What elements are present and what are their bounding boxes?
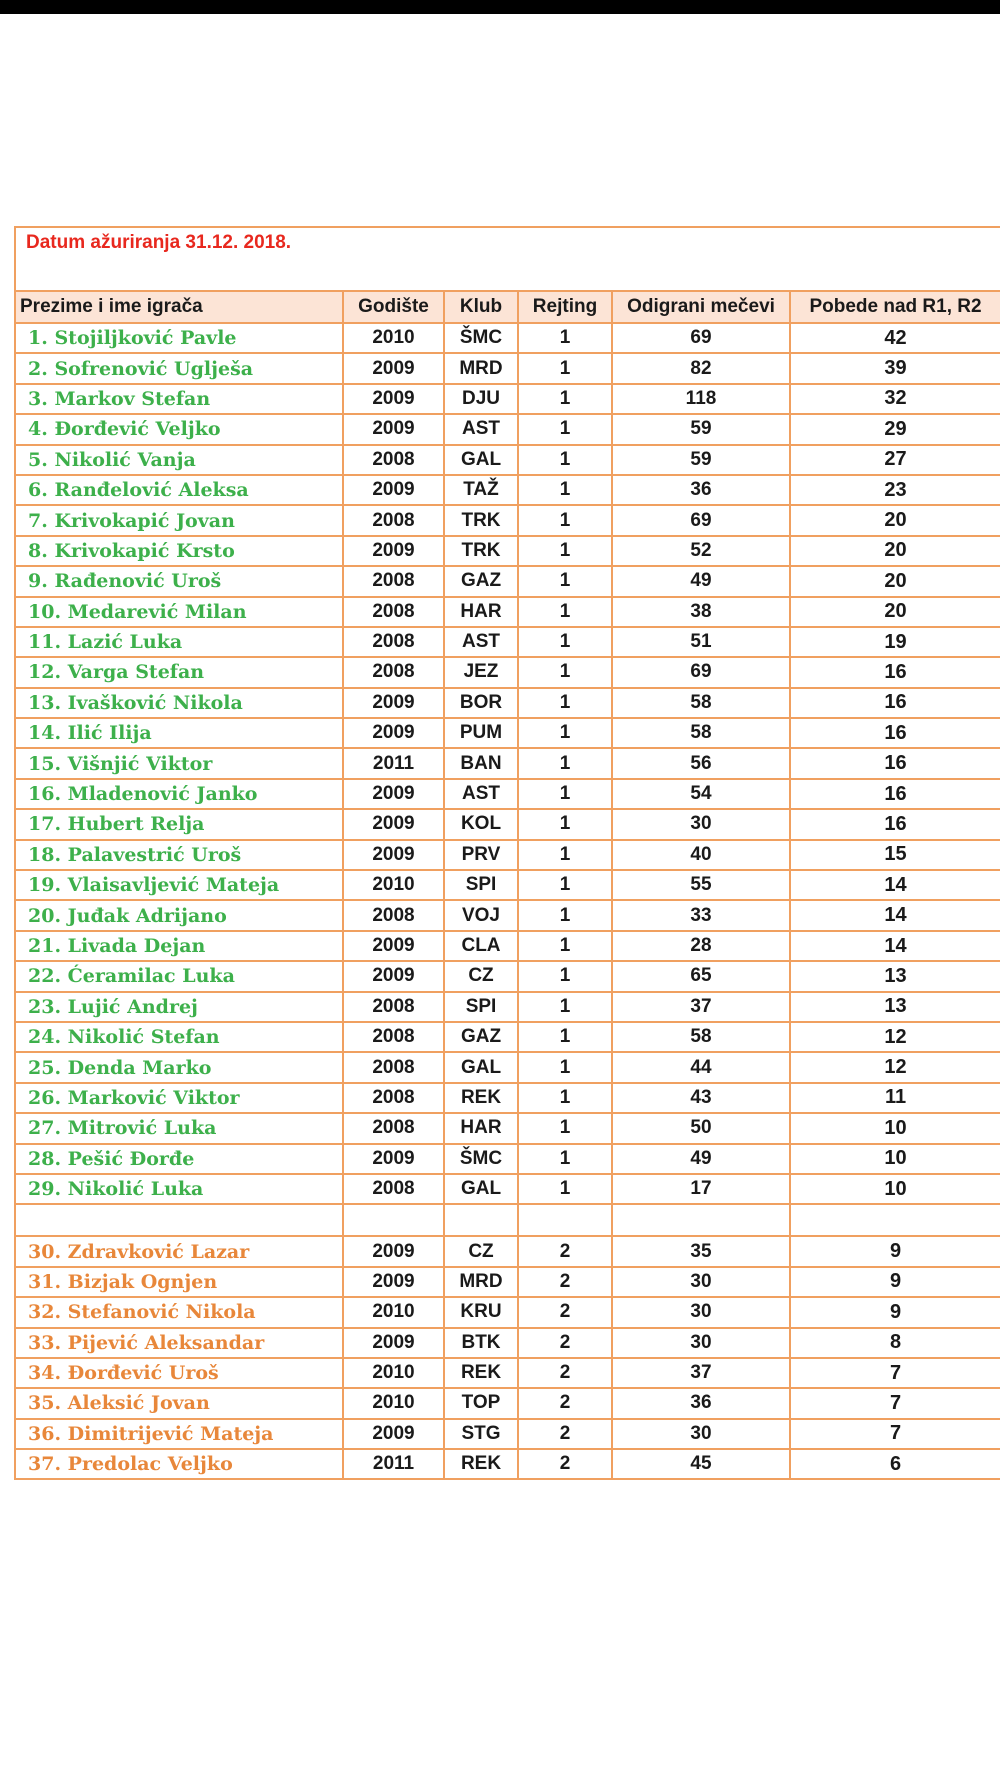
cell-wins: 20 xyxy=(790,597,1000,627)
cell-wins: 12 xyxy=(790,1052,1000,1082)
table-row xyxy=(15,1052,1000,1082)
table-row xyxy=(15,1236,1000,1266)
cell-matches: 30 xyxy=(612,809,790,839)
cell-wins: 16 xyxy=(790,809,1000,839)
cell-name: 9. Rađenović Uroš xyxy=(15,566,343,596)
table-row xyxy=(15,809,1000,839)
cell-name: 22. Ćeramilac Luka xyxy=(15,961,343,991)
header-club: Klub xyxy=(444,291,518,323)
cell-name: 31. Bizjak Ognjen xyxy=(15,1267,343,1297)
cell-name: 29. Nikolić Luka xyxy=(15,1174,343,1204)
cell-club: BTK xyxy=(444,1328,518,1358)
cell-club: JEZ xyxy=(444,657,518,687)
cell-club: KRU xyxy=(444,1297,518,1327)
cell-year: 2009 xyxy=(343,1267,444,1297)
cell-year: 2008 xyxy=(343,1052,444,1082)
cell-year: 2009 xyxy=(343,1419,444,1449)
cell-wins: 9 xyxy=(790,1236,1000,1266)
table-row xyxy=(15,1297,1000,1327)
cell-rating: 1 xyxy=(518,992,612,1022)
ranking-sheet xyxy=(14,226,1000,1480)
cell-matches: 17 xyxy=(612,1174,790,1204)
table-row xyxy=(15,1022,1000,1052)
cell-year: 2008 xyxy=(343,1083,444,1113)
table-row xyxy=(15,1449,1000,1479)
cell-year: 2011 xyxy=(343,748,444,778)
cell-club: HAR xyxy=(444,1113,518,1143)
empty-cell xyxy=(518,1204,612,1236)
table-row xyxy=(15,992,1000,1022)
cell-club: GAZ xyxy=(444,1022,518,1052)
cell-club: PRV xyxy=(444,840,518,870)
cell-wins: 20 xyxy=(790,536,1000,566)
table-row xyxy=(15,384,1000,414)
cell-wins: 39 xyxy=(790,353,1000,383)
cell-name: 12. Varga Stefan xyxy=(15,657,343,687)
cell-club: KOL xyxy=(444,809,518,839)
table-row xyxy=(15,718,1000,748)
spacer-row xyxy=(15,1204,1000,1236)
cell-rating: 1 xyxy=(518,748,612,778)
cell-rating: 2 xyxy=(518,1358,612,1388)
cell-club: CZ xyxy=(444,961,518,991)
cell-club: HAR xyxy=(444,597,518,627)
cell-club: SPI xyxy=(444,870,518,900)
cell-wins: 9 xyxy=(790,1297,1000,1327)
cell-matches: 49 xyxy=(612,566,790,596)
cell-wins: 6 xyxy=(790,1449,1000,1479)
cell-rating: 1 xyxy=(518,1113,612,1143)
cell-wins: 7 xyxy=(790,1419,1000,1449)
cell-name: 21. Livada Dejan xyxy=(15,931,343,961)
table-row xyxy=(15,748,1000,778)
cell-club: CLA xyxy=(444,931,518,961)
cell-matches: 58 xyxy=(612,1022,790,1052)
cell-wins: 16 xyxy=(790,718,1000,748)
table-row xyxy=(15,353,1000,383)
cell-name: 25. Denda Marko xyxy=(15,1052,343,1082)
cell-name: 18. Palavestrić Uroš xyxy=(15,840,343,870)
table-row xyxy=(15,870,1000,900)
cell-name: 24. Nikolić Stefan xyxy=(15,1022,343,1052)
cell-year: 2009 xyxy=(343,809,444,839)
cell-club: BOR xyxy=(444,688,518,718)
table-row xyxy=(15,961,1000,991)
cell-matches: 65 xyxy=(612,961,790,991)
table-row xyxy=(15,597,1000,627)
cell-name: 14. Ilić Ilija xyxy=(15,718,343,748)
cell-rating: 1 xyxy=(518,1022,612,1052)
cell-wins: 10 xyxy=(790,1144,1000,1174)
cell-club: VOJ xyxy=(444,900,518,930)
cell-name: 13. Ivašković Nikola xyxy=(15,688,343,718)
cell-rating: 1 xyxy=(518,870,612,900)
cell-year: 2008 xyxy=(343,1174,444,1204)
empty-cell xyxy=(612,1204,790,1236)
cell-matches: 38 xyxy=(612,597,790,627)
cell-matches: 37 xyxy=(612,1358,790,1388)
cell-club: CZ xyxy=(444,1236,518,1266)
cell-year: 2008 xyxy=(343,657,444,687)
cell-year: 2010 xyxy=(343,1388,444,1418)
cell-name: 28. Pešić Đorđe xyxy=(15,1144,343,1174)
cell-club: GAL xyxy=(444,1052,518,1082)
cell-wins: 27 xyxy=(790,445,1000,475)
cell-year: 2009 xyxy=(343,931,444,961)
cell-matches: 59 xyxy=(612,414,790,444)
cell-matches: 36 xyxy=(612,1388,790,1418)
table-row xyxy=(15,1083,1000,1113)
cell-year: 2009 xyxy=(343,353,444,383)
cell-rating: 1 xyxy=(518,505,612,535)
cell-club: SPI xyxy=(444,992,518,1022)
cell-matches: 44 xyxy=(612,1052,790,1082)
cell-matches: 50 xyxy=(612,1113,790,1143)
table-row xyxy=(15,900,1000,930)
cell-name: 5. Nikolić Vanja xyxy=(15,445,343,475)
cell-name: 33. Pijević Aleksandar xyxy=(15,1328,343,1358)
cell-year: 2008 xyxy=(343,900,444,930)
cell-matches: 54 xyxy=(612,779,790,809)
cell-wins: 16 xyxy=(790,779,1000,809)
cell-club: TAŽ xyxy=(444,475,518,505)
cell-year: 2010 xyxy=(343,323,444,353)
cell-club: TRK xyxy=(444,536,518,566)
cell-wins: 16 xyxy=(790,748,1000,778)
table-row xyxy=(15,779,1000,809)
cell-name: 7. Krivokapić Jovan xyxy=(15,505,343,535)
cell-year: 2010 xyxy=(343,870,444,900)
ranking-table xyxy=(14,226,1000,1480)
cell-wins: 14 xyxy=(790,900,1000,930)
table-row xyxy=(15,1174,1000,1204)
cell-matches: 30 xyxy=(612,1328,790,1358)
cell-club: TOP xyxy=(444,1388,518,1418)
cell-club: AST xyxy=(444,627,518,657)
cell-rating: 1 xyxy=(518,475,612,505)
table-row xyxy=(15,566,1000,596)
cell-rating: 1 xyxy=(518,414,612,444)
table-row xyxy=(15,475,1000,505)
cell-rating: 1 xyxy=(518,597,612,627)
cell-rating: 1 xyxy=(518,718,612,748)
table-row xyxy=(15,627,1000,657)
cell-rating: 1 xyxy=(518,353,612,383)
table-row xyxy=(15,1144,1000,1174)
table-row xyxy=(15,657,1000,687)
header-rating: Rejting xyxy=(518,291,612,323)
cell-club: GAL xyxy=(444,445,518,475)
cell-wins: 7 xyxy=(790,1388,1000,1418)
cell-name: 3. Markov Stefan xyxy=(15,384,343,414)
cell-matches: 43 xyxy=(612,1083,790,1113)
cell-name: 8. Krivokapić Krsto xyxy=(15,536,343,566)
cell-wins: 8 xyxy=(790,1328,1000,1358)
cell-wins: 14 xyxy=(790,931,1000,961)
cell-matches: 35 xyxy=(612,1236,790,1266)
cell-wins: 7 xyxy=(790,1358,1000,1388)
cell-rating: 1 xyxy=(518,961,612,991)
cell-name: 30. Zdravković Lazar xyxy=(15,1236,343,1266)
cell-rating: 1 xyxy=(518,1144,612,1174)
cell-matches: 30 xyxy=(612,1267,790,1297)
cell-matches: 56 xyxy=(612,748,790,778)
cell-wins: 13 xyxy=(790,961,1000,991)
cell-wins: 20 xyxy=(790,505,1000,535)
cell-matches: 37 xyxy=(612,992,790,1022)
cell-rating: 1 xyxy=(518,323,612,353)
cell-club: PUM xyxy=(444,718,518,748)
cell-matches: 49 xyxy=(612,1144,790,1174)
cell-rating: 2 xyxy=(518,1236,612,1266)
cell-club: AST xyxy=(444,414,518,444)
cell-wins: 15 xyxy=(790,840,1000,870)
cell-year: 2008 xyxy=(343,505,444,535)
cell-name: 15. Višnjić Viktor xyxy=(15,748,343,778)
cell-year: 2009 xyxy=(343,779,444,809)
cell-name: 27. Mitrović Luka xyxy=(15,1113,343,1143)
cell-matches: 52 xyxy=(612,536,790,566)
cell-matches: 51 xyxy=(612,627,790,657)
table-row xyxy=(15,445,1000,475)
cell-rating: 2 xyxy=(518,1297,612,1327)
cell-name: 32. Stefanović Nikola xyxy=(15,1297,343,1327)
table-row xyxy=(15,414,1000,444)
cell-rating: 1 xyxy=(518,384,612,414)
cell-year: 2011 xyxy=(343,1449,444,1479)
cell-year: 2009 xyxy=(343,1144,444,1174)
cell-name: 1. Stojiljković Pavle xyxy=(15,323,343,353)
title-row xyxy=(15,227,1000,291)
cell-club: ŠMC xyxy=(444,1144,518,1174)
cell-rating: 1 xyxy=(518,840,612,870)
table-row xyxy=(15,1328,1000,1358)
header-matches: Odigrani mečevi xyxy=(612,291,790,323)
cell-name: 19. Vlaisavljević Mateja xyxy=(15,870,343,900)
cell-wins: 9 xyxy=(790,1267,1000,1297)
cell-rating: 1 xyxy=(518,779,612,809)
table-row xyxy=(15,536,1000,566)
cell-name: 2. Sofrenović Uglješa xyxy=(15,353,343,383)
cell-name: 36. Dimitrijević Mateja xyxy=(15,1419,343,1449)
empty-cell xyxy=(343,1204,444,1236)
cell-club: BAN xyxy=(444,748,518,778)
cell-rating: 1 xyxy=(518,627,612,657)
cell-year: 2009 xyxy=(343,475,444,505)
cell-year: 2009 xyxy=(343,414,444,444)
cell-wins: 16 xyxy=(790,657,1000,687)
cell-year: 2009 xyxy=(343,718,444,748)
cell-club: MRD xyxy=(444,353,518,383)
cell-year: 2008 xyxy=(343,566,444,596)
cell-name: 20. Juđak Adrijano xyxy=(15,900,343,930)
empty-cell xyxy=(790,1204,1000,1236)
cell-year: 2009 xyxy=(343,688,444,718)
cell-rating: 1 xyxy=(518,931,612,961)
cell-matches: 30 xyxy=(612,1297,790,1327)
cell-rating: 2 xyxy=(518,1267,612,1297)
cell-club: GAL xyxy=(444,1174,518,1204)
cell-matches: 118 xyxy=(612,384,790,414)
cell-rating: 1 xyxy=(518,536,612,566)
cell-club: REK xyxy=(444,1449,518,1479)
cell-name: 37. Predolac Veljko xyxy=(15,1449,343,1479)
cell-wins: 29 xyxy=(790,414,1000,444)
cell-name: 26. Marković Viktor xyxy=(15,1083,343,1113)
cell-year: 2008 xyxy=(343,992,444,1022)
table-row xyxy=(15,1267,1000,1297)
cell-rating: 2 xyxy=(518,1449,612,1479)
cell-rating: 1 xyxy=(518,688,612,718)
table-row xyxy=(15,931,1000,961)
cell-name: 23. Lujić Andrej xyxy=(15,992,343,1022)
cell-rating: 2 xyxy=(518,1388,612,1418)
cell-matches: 59 xyxy=(612,445,790,475)
cell-rating: 1 xyxy=(518,445,612,475)
cell-rating: 2 xyxy=(518,1419,612,1449)
cell-wins: 23 xyxy=(790,475,1000,505)
cell-year: 2009 xyxy=(343,961,444,991)
cell-year: 2009 xyxy=(343,1236,444,1266)
cell-matches: 40 xyxy=(612,840,790,870)
cell-club: GAZ xyxy=(444,566,518,596)
cell-name: 17. Hubert Relja xyxy=(15,809,343,839)
cell-matches: 58 xyxy=(612,718,790,748)
cell-name: 11. Lazić Luka xyxy=(15,627,343,657)
table-row xyxy=(15,1358,1000,1388)
cell-year: 2008 xyxy=(343,1022,444,1052)
cell-matches: 69 xyxy=(612,505,790,535)
cell-year: 2009 xyxy=(343,1328,444,1358)
cell-matches: 82 xyxy=(612,353,790,383)
cell-matches: 55 xyxy=(612,870,790,900)
cell-name: 35. Aleksić Jovan xyxy=(15,1388,343,1418)
cell-rating: 1 xyxy=(518,900,612,930)
cell-wins: 11 xyxy=(790,1083,1000,1113)
cell-year: 2008 xyxy=(343,1113,444,1143)
cell-wins: 12 xyxy=(790,1022,1000,1052)
cell-matches: 69 xyxy=(612,323,790,353)
cell-year: 2009 xyxy=(343,840,444,870)
cell-rating: 1 xyxy=(518,1174,612,1204)
cell-rating: 1 xyxy=(518,657,612,687)
cell-matches: 33 xyxy=(612,900,790,930)
header-row xyxy=(15,291,1000,323)
update-date-title: Datum ažuriranja 31.12. 2018. xyxy=(15,227,1000,291)
table-row xyxy=(15,505,1000,535)
cell-rating: 1 xyxy=(518,809,612,839)
cell-club: STG xyxy=(444,1419,518,1449)
cell-wins: 20 xyxy=(790,566,1000,596)
table-row xyxy=(15,840,1000,870)
cell-name: 10. Medarević Milan xyxy=(15,597,343,627)
cell-rating: 2 xyxy=(518,1328,612,1358)
cell-name: 34. Đorđević Uroš xyxy=(15,1358,343,1388)
cell-rating: 1 xyxy=(518,1052,612,1082)
cell-wins: 13 xyxy=(790,992,1000,1022)
cell-name: 16. Mladenović Janko xyxy=(15,779,343,809)
cell-wins: 19 xyxy=(790,627,1000,657)
cell-wins: 10 xyxy=(790,1113,1000,1143)
table-row xyxy=(15,688,1000,718)
cell-matches: 28 xyxy=(612,931,790,961)
cell-year: 2009 xyxy=(343,384,444,414)
table-row xyxy=(15,323,1000,353)
table-row xyxy=(15,1419,1000,1449)
cell-club: MRD xyxy=(444,1267,518,1297)
cell-club: DJU xyxy=(444,384,518,414)
cell-wins: 32 xyxy=(790,384,1000,414)
empty-cell xyxy=(15,1204,343,1236)
cell-year: 2010 xyxy=(343,1358,444,1388)
table-row xyxy=(15,1113,1000,1143)
cell-matches: 36 xyxy=(612,475,790,505)
cell-name: 4. Đorđević Veljko xyxy=(15,414,343,444)
cell-club: TRK xyxy=(444,505,518,535)
header-name: Prezime i ime igrača xyxy=(15,291,343,323)
cell-name: 6. Ranđelović Aleksa xyxy=(15,475,343,505)
status-bar xyxy=(0,0,1000,14)
cell-club: REK xyxy=(444,1083,518,1113)
cell-wins: 16 xyxy=(790,688,1000,718)
cell-year: 2008 xyxy=(343,445,444,475)
cell-club: ŠMC xyxy=(444,323,518,353)
header-wins: Pobede nad R1, R2 xyxy=(790,291,1000,323)
cell-wins: 14 xyxy=(790,870,1000,900)
cell-year: 2010 xyxy=(343,1297,444,1327)
table-row xyxy=(15,1388,1000,1418)
cell-year: 2008 xyxy=(343,597,444,627)
cell-rating: 1 xyxy=(518,1083,612,1113)
cell-rating: 1 xyxy=(518,566,612,596)
cell-matches: 58 xyxy=(612,688,790,718)
cell-year: 2008 xyxy=(343,627,444,657)
cell-matches: 45 xyxy=(612,1449,790,1479)
cell-matches: 69 xyxy=(612,657,790,687)
cell-wins: 42 xyxy=(790,323,1000,353)
cell-year: 2009 xyxy=(343,536,444,566)
header-year: Godište xyxy=(343,291,444,323)
cell-wins: 10 xyxy=(790,1174,1000,1204)
cell-club: REK xyxy=(444,1358,518,1388)
empty-cell xyxy=(444,1204,518,1236)
cell-matches: 30 xyxy=(612,1419,790,1449)
cell-club: AST xyxy=(444,779,518,809)
